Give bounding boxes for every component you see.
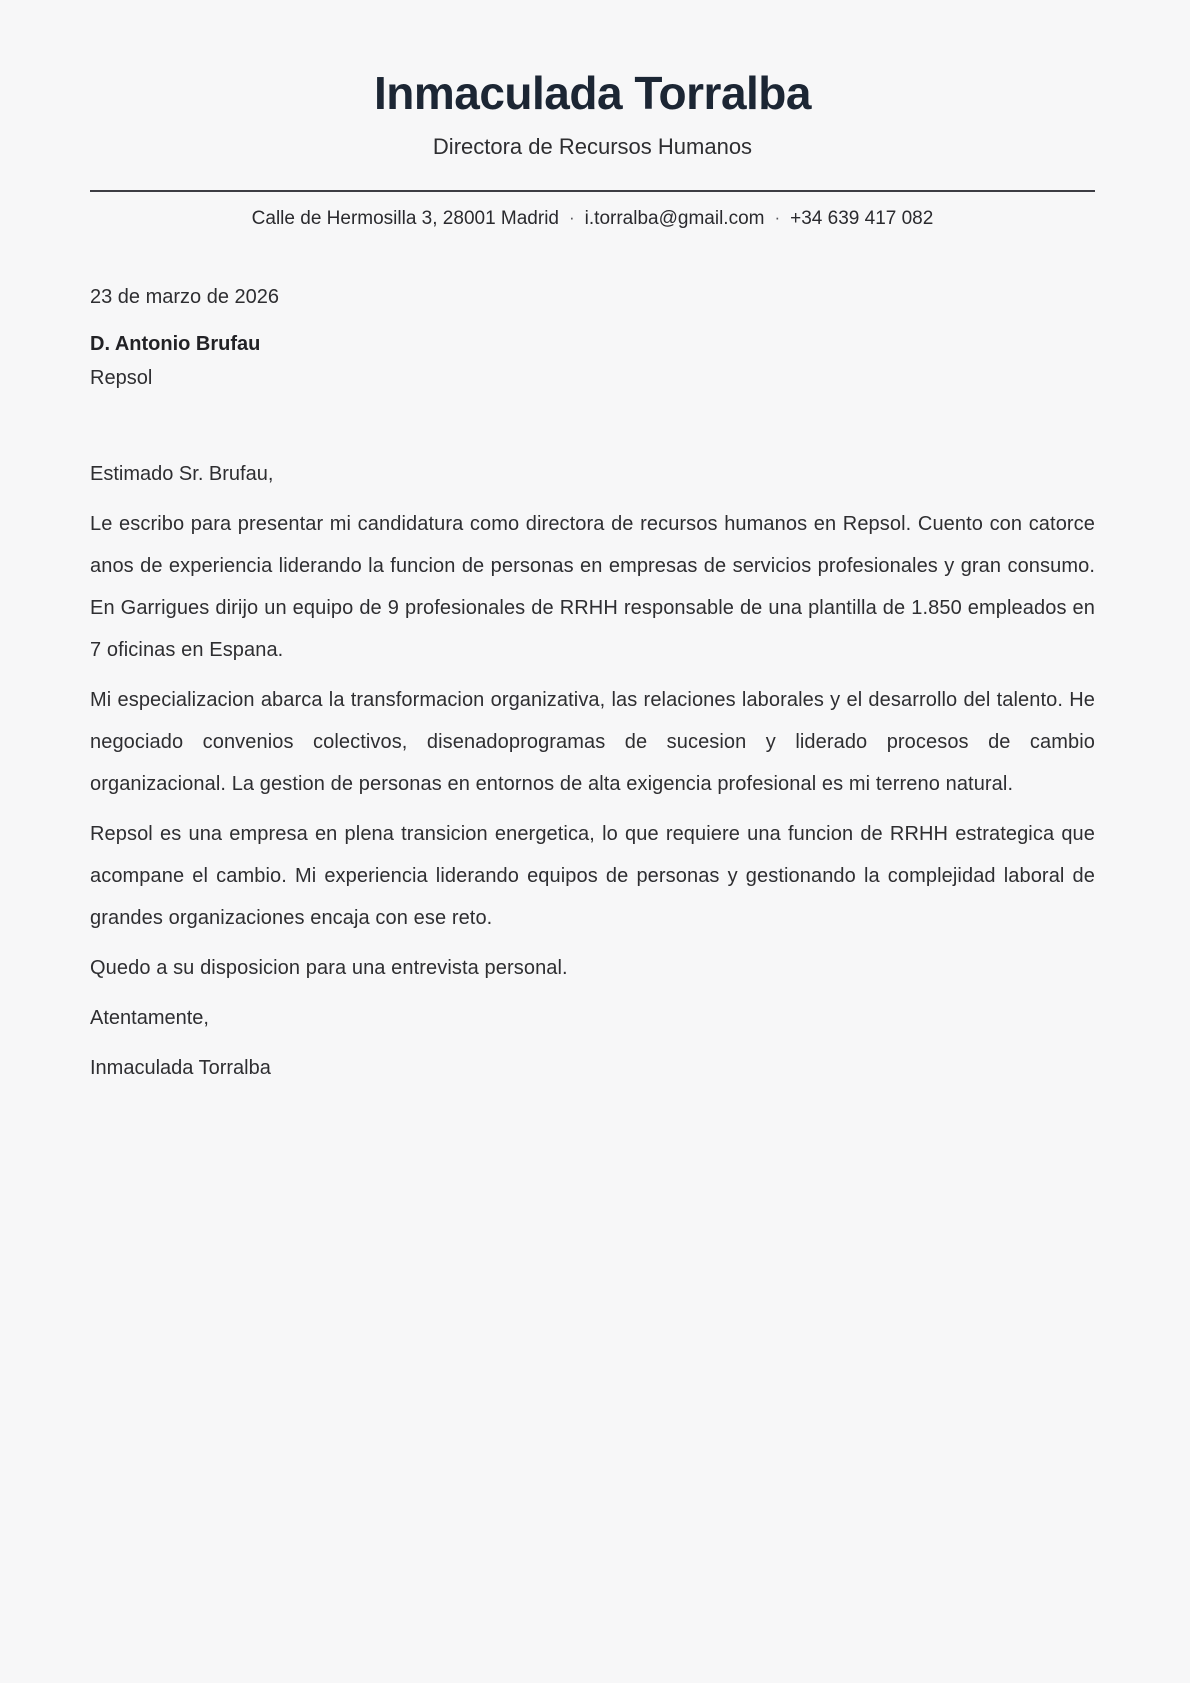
recipient-block	[90, 327, 1095, 395]
letter-date: 23 de marzo de 2026	[90, 286, 280, 308]
letter-header	[90, 64, 1095, 231]
header-divider	[90, 190, 1095, 192]
recipient-company: Repsol	[90, 367, 153, 389]
body-paragraph: Le escribo para presentar mi candidatura como directora de recursos humanos en Repsol. Cuento con catorce anos de experiencia liderando la funcion de personas en empresas de servicios profesionales y gran consumo. En Garrigues dirijo un equipo de 9 profesionales de RRHH responsable de una plantilla de 1.850 empleados en 7 oficinas en Espana.	[90, 513, 1095, 661]
contact-email: i.torralba@gmail.com	[584, 208, 765, 229]
applicant-job-title: Directora de Recursos Humanos	[432, 134, 753, 159]
body-paragraph: Repsol es una empresa en plena transicion energetica, lo que requiere una funcion de RRHH estrategica que acompane el cambio. Mi experiencia liderando equipos de personas y gestionando la complejidad laboral de grandes organizaciones encaja con ese reto.	[90, 823, 1095, 929]
body-paragraph: Quedo a su disposicion para una entrevista personal.	[90, 957, 568, 979]
body-paragraph: Mi especializacion abarca la transformacion organizativa, las relaciones laborales y el desarrollo del talento. He negociado convenios colectivos, disenadoprogramas de sucesion y liderado procesos de cambio organizacional. La gestion de personas en entornos de alta exigencia profesional es mi terreno natural.	[90, 689, 1095, 795]
contact-address: Calle de Hermosilla 3, 28001 Madrid	[251, 208, 559, 229]
signature-name: Inmaculada Torralba	[90, 1057, 271, 1079]
dot-separator-icon: ·	[569, 208, 575, 227]
dot-separator-icon: ·	[774, 208, 781, 227]
letter-body	[90, 283, 1095, 1089]
contact-line	[90, 206, 1095, 231]
salutation: Estimado Sr. Brufau,	[90, 463, 274, 485]
closing-line: Atentamente,	[90, 1007, 209, 1029]
contact-phone: +34 639 417 082	[790, 208, 934, 229]
recipient-name: D. Antonio Brufau	[90, 333, 261, 355]
applicant-name: Inmaculada Torralba	[373, 67, 811, 119]
